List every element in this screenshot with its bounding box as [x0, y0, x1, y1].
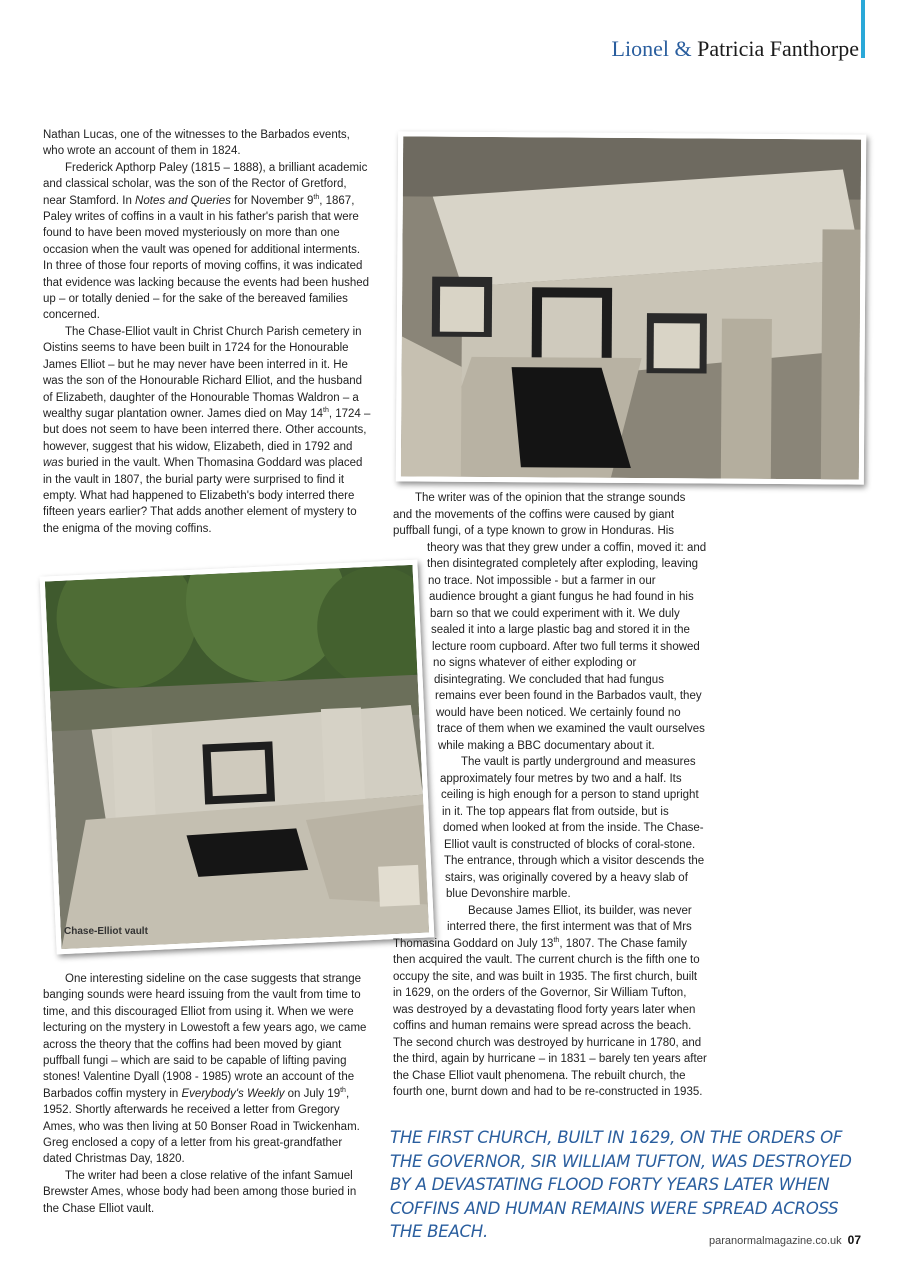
- text-line: sealed it into a large plastic bag and stored it in the: [431, 624, 690, 636]
- text-line: The vault is partly underground and measures: [461, 756, 696, 768]
- text-line: The entrance, through which a visitor descends the: [444, 855, 705, 867]
- text-line: The second church was destroyed by hurricane in 1780, and: [393, 1037, 702, 1049]
- text-line: Elliot vault is constructed of blocks of coral-stone.: [444, 839, 696, 851]
- text-line: Because James Elliot, its builder, was never: [468, 905, 692, 917]
- text-line: in 1629, on the orders of the Governor, Sir William Tufton,: [393, 987, 687, 999]
- pull-quote: THE FIRST CHURCH, BUILT IN 1629, ON THE ORDERS OF THE GOVERNOR, SIR WILLIAM TUFTON, WAS DESTROYED BY A DEVASTATING FLOOD FORTY YEARS LATER WHEN COFFINS AND HUMAN REMAINS WERE SPREAD ACROSS THE BEACH.: [390, 1128, 852, 1241]
- text-line: interred there, the first interment was that of Mrs: [447, 921, 692, 933]
- page-footer: [709, 1233, 861, 1247]
- footer-site: paranormalmagazine.co.uk: [708, 1235, 842, 1247]
- text-line: the third, again by hurricane – in 1831 – barely ten years after: [393, 1053, 707, 1065]
- text-line: no trace. Not impossible - but a farmer in our: [428, 575, 656, 587]
- text-line: was destroyed by a devastating flood forty years later when: [393, 1004, 696, 1016]
- text-line: while making a BBC documentary about it.: [438, 740, 655, 752]
- text-line: ceiling is high enough for a person to stand upright: [441, 789, 699, 801]
- text-line: domed when looked at from the inside. The Chase-: [443, 822, 704, 834]
- text-line: puffball fungi, of a type known to grow in Honduras. His: [393, 525, 675, 537]
- text-line: and the movements of the coffins were caused by giant: [393, 509, 675, 521]
- paragraph: The Chase-Elliot vault in Christ Church Parish cemetery in Oistins seems to have been built in 1724 for the Honourable James Elliot – but he may never have been interred in it. He was the son of the Honourable Richard Elliot, and the husband of Elizabeth, daughter of the Honourable Thomas Waldron – a wealthy sugar plantation owner. James died on May 14th, 1724 – but does not seem to have been interred there. Other accounts, however, suggest that his widow, Elizabeth, died in 1792 and was buried in the vault. When Thomasina Goddard was placed in the vault in 1807, the burial party were surprised to find it empty. What had happened to Elizabeth's body interred there fifteen years earlier? That adds another element of mystery to the enigma of the moving coffins.: [43, 325, 371, 535]
- text-line: blue Devonshire marble.: [446, 888, 571, 900]
- text-line: fourth one, burnt down and had to be re-constructed in 1935.: [393, 1086, 703, 1098]
- text-line: approximately four metres by two and a half. Its: [440, 773, 682, 785]
- text-line: barn so that we could experiment with it. We duly: [430, 608, 680, 620]
- paragraph: One interesting sideline on the case suggests that strange banging sounds were heard issuing from the vault from time to time, and this discouraged Elliot from using it. When we were lecturing on the mystery in Lowestoft a few years ago, we came across the theory that the coffins had been moved by giant puffball fungi – which are said to be capable of lifting paving stones! Valentine Dyall (1908 - 1985) wrote an account of the Barbados coffin mystery in Everybody's Weekly on July 19th, 1952. Shortly afterwards he received a letter from Gregory Ames, who was then living at 50 Bonser Road in Twickenham. Greg enclosed a copy of a letter from his great-grandfather dated Christmas Day, 1820.: [43, 973, 367, 1166]
- text-line: audience brought a giant fungus he had found in his: [429, 591, 694, 603]
- text-line: remains ever been found in the Barbados vault, they: [435, 690, 702, 702]
- text-line: then disintegrated completely after exploding, leaving: [427, 558, 699, 570]
- photo-caption: Chase-Elliot vault: [64, 926, 148, 937]
- text-line: would have been noticed. We certainly found no: [436, 707, 681, 719]
- paragraph: Frederick Apthorp Paley (1815 – 1888), a brilliant academic and classical scholar, was the son of the Rector of Gretford, near Stamford. In Notes and Queries for November 9th, 1867, Paley writes of coffins in a vault in his father's parish that were found to have been moved mysteriously on more than one occasion when the vault was opened for additional interments. In three of those four reports of moving coffins, it was indicated that evidence was lacking because the events had been hushed up – or totally denied – for the sake of the bereaved families concerned.: [43, 161, 370, 322]
- text-line: stairs, was originally covered by a heavy slab of: [445, 872, 688, 884]
- text-line: The writer was of the opinion that the strange sounds: [415, 492, 686, 504]
- text-line: coffins and human remains were spread across the beach.: [393, 1020, 692, 1032]
- text-line: occupy the site, and was built in 1935. The first church, built: [393, 971, 698, 983]
- text-line: no signs whatever of either exploding or: [433, 657, 637, 669]
- author-last: Patricia Fanthorpe: [697, 36, 859, 61]
- author-first: Lionel &: [611, 36, 692, 61]
- text-line: the Chase Elliot vault phenomena. The rebuilt church, the: [393, 1070, 686, 1082]
- text-line: disintegrating. We concluded that had fungus: [434, 674, 664, 686]
- text-line: Thomasina Goddard on July 13th, 1807. The Chase family: [393, 937, 687, 950]
- text-line: trace of them when we examined the vault ourselves: [437, 723, 705, 735]
- page-number: 07: [847, 1233, 861, 1247]
- text-line: in it. The top appears flat from outside, but is: [442, 806, 669, 818]
- paragraph: Nathan Lucas, one of the witnesses to the Barbados events, who wrote an account of them in 1824.: [43, 129, 350, 158]
- paragraph: The writer had been a close relative of the infant Samuel Brewster Ames, whose body had been among those buried in the Chase Elliot vault.: [43, 1169, 357, 1215]
- text-line: lecture room cupboard. After two full terms it showed: [432, 641, 700, 653]
- text-line: theory was that they grew under a coffin, moved it: and: [427, 542, 707, 554]
- text-line: then acquired the vault. The current church is the fifth one to: [393, 954, 700, 966]
